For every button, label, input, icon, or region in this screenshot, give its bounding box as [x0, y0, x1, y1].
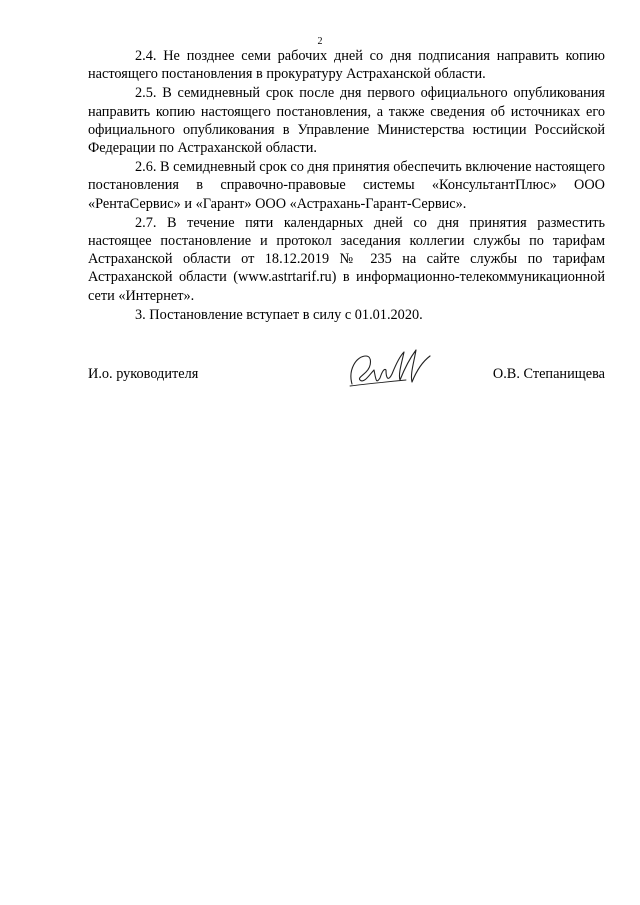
document-body	[88, 47, 605, 325]
paragraph-2-4: 2.4. Не позднее семи рабочих дней со дня подписания направить копию настоящего постановления в прокуратуру Астраханской области.	[88, 48, 605, 83]
paragraph-2-6: 2.6. В семидневный срок со дня принятия обеспечить включение настоящего постановления в справочно-правовые системы «КонсультантПлюс» ООО «РентаСервис» и «Гарант» ООО «Астрахань-Гарант-Сервис».	[88, 159, 605, 212]
signatory-name: О.В. Степанищева	[492, 366, 605, 382]
paragraph-3: 3. Постановление вступает в силу с 01.01.2020.	[135, 306, 423, 323]
page-number: 2	[317, 36, 323, 47]
signature-row	[88, 366, 605, 386]
paragraph-2-5: 2.5. В семидневный срок после дня первого официального опубликования направить копию настоящего постановления, а также сведения об источниках его официального опубликования в Управление Министерства юстиции Российской Федерации по Астраханской области.	[88, 85, 605, 157]
signatory-position: И.о. руководителя	[88, 366, 199, 382]
paragraph-2-7: 2.7. В течение пяти календарных дней со дня принятия разместить настоящее постановление и протокол заседания коллегии службы по тарифам Астраханской области от 18.12.2019 № 235 на сайте службы по тарифам Астраханской области (www.astrtarif.ru) в информационно-телекоммуникационной сети «Интернет».	[88, 214, 605, 304]
